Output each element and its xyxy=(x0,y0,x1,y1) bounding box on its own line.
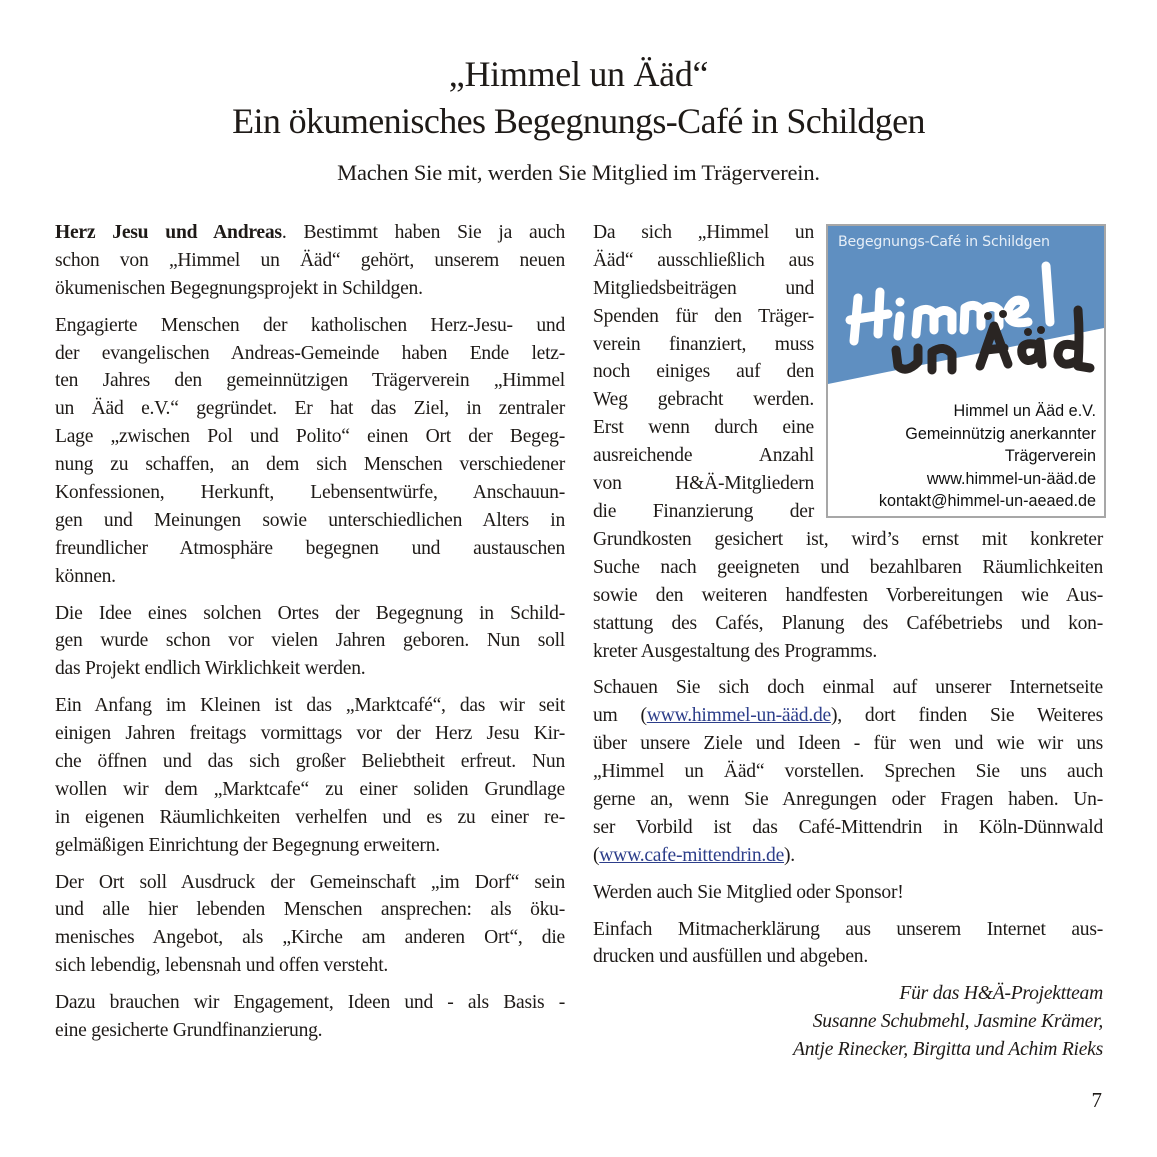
text-line: menisches Angebot, als „Kirche am anderen Ort“, die xyxy=(55,927,565,949)
text-line: stattung des Cafés, Planung des Cafébetriebs und kon- xyxy=(593,612,1103,634)
text-span: ( xyxy=(593,844,600,866)
association-status: Gemeinnützig anerkannter xyxy=(905,424,1096,443)
text-line: Werden auch Sie Mitglied oder Sponsor! xyxy=(593,881,904,903)
paragraph-intro xyxy=(55,219,565,303)
text-line: noch einiges auf den xyxy=(593,361,814,383)
text-line: Suche nach geeigneten und bezahlbaren Räumlichkeiten xyxy=(593,556,1103,578)
text-line: über unsere Ziele und Ideen - für wen und wie wir uns xyxy=(593,733,1103,755)
text-line: schon von „Himmel un Ääd“ gehört, unserem neuen xyxy=(55,249,565,271)
text-line xyxy=(593,842,1103,870)
text-line: gerne an, wenn Sie Anregungen oder Fragen haben. Un- xyxy=(593,789,1103,811)
text-line: verein finanziert, muss xyxy=(593,333,814,355)
text-line: Einfach Mitmacherklärung aus unserem Internet aus- xyxy=(593,918,1103,940)
logo-contact-info xyxy=(826,400,1096,513)
text-line: gelmäßigen Einrichtung der Begegnung erweitern. xyxy=(55,834,440,856)
text-line: freundlicher Atmosphäre begegnen und austauschen xyxy=(55,537,565,559)
text-line: nung zu schaffen, an dem sich Menschen verschiedener xyxy=(55,454,565,476)
paragraph-idea xyxy=(55,600,565,684)
paragraph-call-to-action xyxy=(593,879,1103,907)
text-line: Erst wenn durch eine xyxy=(593,417,814,439)
left-column xyxy=(55,219,565,1054)
text-line: drucken und ausfüllen und abgeben. xyxy=(593,946,868,968)
signature-line: Für das H&Ä-Projektteam xyxy=(899,983,1103,1005)
website-link[interactable]: www.himmel-un-ääd.de xyxy=(646,705,831,727)
text-line: das Projekt endlich Wirklichkeit werden. xyxy=(55,658,366,680)
logo-header-text: Begegnungs-Café in Schildgen xyxy=(838,234,1050,250)
website-text: www.himmel-un-ääd.de xyxy=(926,469,1096,488)
text-span: . Bestimmt haben Sie ja auch xyxy=(281,222,566,243)
text-line: gen wurde schon vor vielen Jahren geboren. Nun soll xyxy=(55,630,565,652)
signature-line: Antje Rinecker, Birgitta und Achim Rieks xyxy=(793,1039,1103,1061)
paragraph-marktcafe xyxy=(55,692,565,859)
text-line: in eigenen Räumlichkeiten verhelfen und es zu einer re- xyxy=(55,806,565,828)
text-line: Dazu brauchen wir Engagement, Ideen und - als Basis - xyxy=(55,992,565,1014)
page-subtitle: Machen Sie mit, werden Sie Mitglied im Trägerverein. xyxy=(337,160,820,185)
paragraph-membership-form xyxy=(593,916,1103,972)
text-line: gen und Meinungen sowie unterschiedlichen Alters in xyxy=(55,509,565,531)
text-line: Ääd“ ausschließlich aus xyxy=(593,249,814,271)
right-column-narrow xyxy=(593,219,814,526)
text-line: un Ääd e.V.“ gegründet. Er hat das Ziel, in zentraler xyxy=(55,398,565,420)
signature-line: Susanne Schubmehl, Jasmine Krämer, xyxy=(812,1011,1103,1033)
text-line: Mitgliedsbeiträgen und xyxy=(593,277,814,299)
paragraph-financing xyxy=(593,526,1103,665)
text-line: von H&Ä-Mitgliedern xyxy=(593,473,814,495)
signature-block xyxy=(593,980,1103,1064)
paragraph-community xyxy=(55,869,565,981)
paragraph-website xyxy=(593,674,1103,869)
text-line: Konfessionen, Herkunft, Lebensentwürfe, Anschauun- xyxy=(55,482,565,504)
text-line: ausreichende Anzahl xyxy=(593,445,814,467)
association-name: Himmel un Ääd e.V. xyxy=(953,402,1096,420)
text-line: Da sich „Himmel un xyxy=(593,222,814,243)
text-line: ser Vorbild ist das Café-Mittendrin in Köln-Dünnwald xyxy=(593,816,1103,838)
text-span: ). xyxy=(784,844,795,866)
text-line: wollen wir dem „Marktcafe“ zu einer soliden Grundlage xyxy=(55,778,565,800)
text-line: der evangelischen Andreas-Gemeinde haben Ende letz- xyxy=(55,342,565,364)
text-line: und alle hier lebenden Menschen ansprechen: als öku- xyxy=(55,899,565,921)
page-title-line2: Ein ökumenisches Begegnungs-Café in Schildgen xyxy=(232,101,925,141)
paragraph-funding xyxy=(55,989,565,1045)
email-text: kontakt@himmel-un-aeaed.de xyxy=(878,492,1096,511)
text-line: können. xyxy=(55,565,116,587)
right-column-wide xyxy=(593,526,1103,1064)
text-line: Grundkosten gesichert ist, wird’s ernst mit konkreter xyxy=(593,529,1103,550)
text-line: sich lebendig, lebensnah und offen versteht. xyxy=(55,955,389,977)
paragraph-founding xyxy=(55,312,565,591)
cafe-mittendrin-link[interactable]: www.cafe-mittendrin.de xyxy=(599,844,785,866)
page-number: 7 xyxy=(1091,1088,1102,1112)
text-line: einigen Jahren freitags vormittags vor der Herz Jesu Kir- xyxy=(55,723,565,745)
lead-in-bold: Herz Jesu und Andreas xyxy=(55,222,282,243)
text-line: ökumenischen Begegnungsprojekt in Schildgen. xyxy=(55,277,423,299)
text-line: ten Jahres den gemeinnützigen Trägerverein „Himmel xyxy=(55,370,565,392)
page-title-line1: „Himmel un Ääd“ xyxy=(448,54,709,94)
text-line: „Himmel un Ääd“ vorstellen. Sprechen Sie uns auch xyxy=(593,761,1103,783)
text-line xyxy=(55,219,565,247)
text-line: Engagierte Menschen der katholischen Herz-Jesu- und xyxy=(55,314,565,336)
text-line: kreter Ausgestaltung des Programms. xyxy=(593,640,878,662)
text-line: che öffnen und das sich großer Beliebtheit erfreut. Nun xyxy=(55,751,565,773)
text-line xyxy=(593,702,1103,730)
text-line: Spenden für den Träger- xyxy=(593,305,814,327)
text-line: Ein Anfang im Kleinen ist das „Marktcafé“, das wir seit xyxy=(55,695,565,717)
text-line: eine gesicherte Grundfinanzierung. xyxy=(55,1020,323,1042)
text-span: ), dort finden Sie Weiteres xyxy=(830,705,1103,727)
text-line: Die Idee eines solchen Ortes der Begegnung in Schild- xyxy=(55,602,565,624)
text-span: um ( xyxy=(593,705,647,727)
text-line: Weg gebracht werden. xyxy=(593,389,814,411)
text-line: Lage „zwischen Pol und Polito“ einen Ort der Begeg- xyxy=(55,426,565,448)
text-line: Schauen Sie sich doch einmal auf unserer Internetseite xyxy=(593,677,1103,699)
himmel-un-aad-logo xyxy=(826,224,1106,518)
text-line: Der Ort soll Ausdruck der Gemeinschaft „im Dorf“ sein xyxy=(55,871,565,893)
text-line: die Finanzierung der xyxy=(593,500,814,522)
association-type: Trägerverein xyxy=(1004,447,1096,466)
text-line: sowie den weiteren handfesten Vorbereitungen wie Aus- xyxy=(593,584,1103,606)
